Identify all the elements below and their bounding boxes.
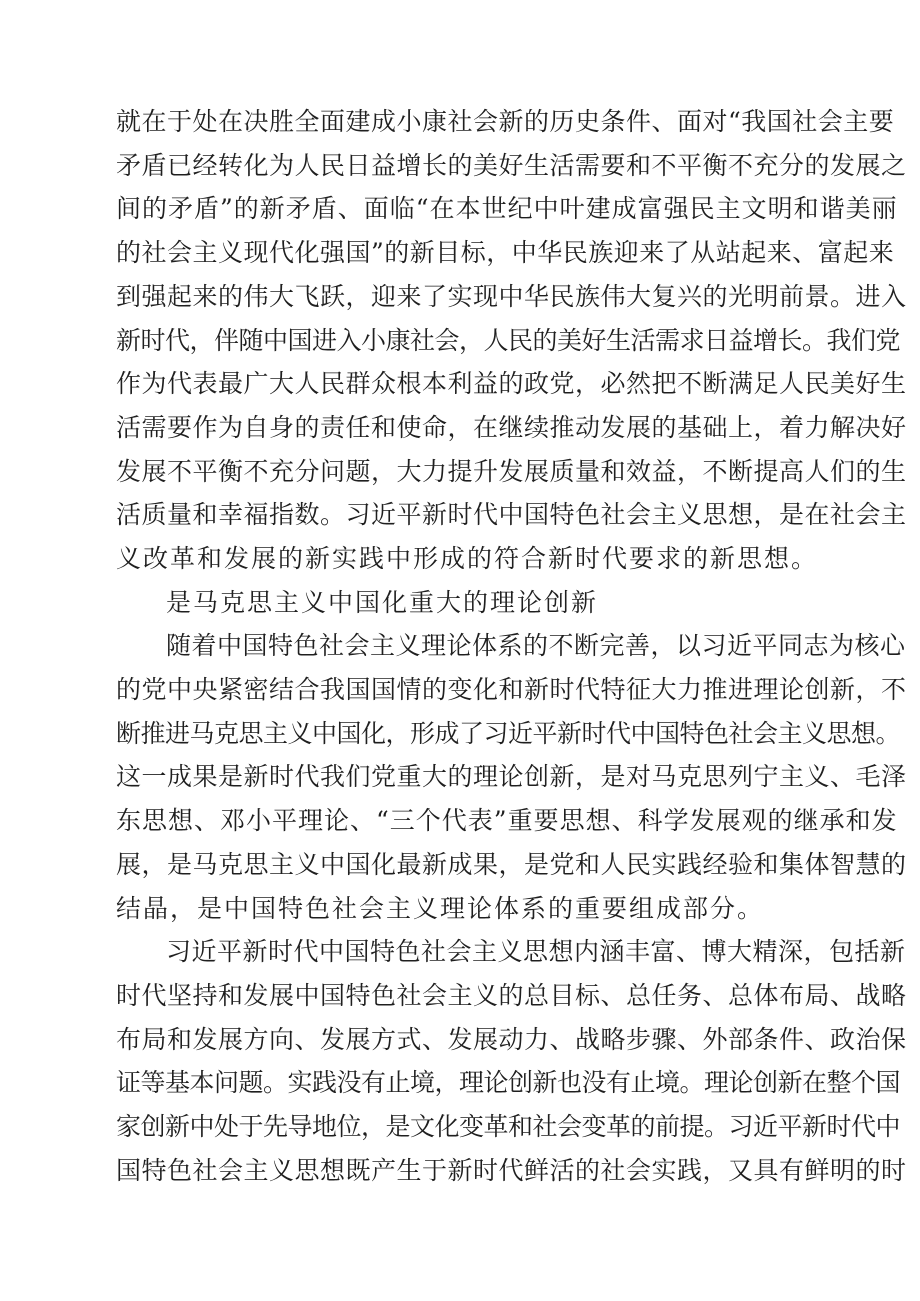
text-line: 结晶，是中国特色社会主义理论体系的重要组成部分。: [116, 894, 765, 923]
text-line: 家创新中处于先导地位，是文化变革和社会变革的前提。习近平新时代中: [116, 1112, 901, 1141]
text-line: 作为代表最广大人民群众根本利益的政党，必然把不断满足人民美好生: [116, 369, 907, 398]
text-line: 布局和发展方向、发展方式、发展动力、战略步骤、外部条件、政治保: [116, 1025, 907, 1054]
text-line: 义改革和发展的新实践中形成的符合新时代要求的新思想。: [116, 544, 819, 573]
text-line: 活质量和幸福指数。习近平新时代中国特色社会主义思想，是在社会主: [116, 500, 907, 529]
section-heading: 是马克思主义中国化重大的理论创新: [166, 588, 599, 617]
text-line: 的党中央紧密结合我国国情的变化和新时代特征大力推进理论创新，不: [116, 675, 907, 704]
text-line: 间的矛盾”的新矛盾、面临“在本世纪中叶建成富强民主文明和谐美丽: [116, 194, 898, 223]
text-line: 这一成果是新时代我们党重大的理论创新，是对马克思列宁主义、毛泽: [116, 762, 907, 791]
text-line: 到强起来的伟大飞跃，迎来了实现中华民族伟大复兴的光明前景。进入: [116, 282, 907, 311]
text-line: 就在于处在决胜全面建成小康社会新的历史条件、面对“我国社会主要: [116, 107, 895, 136]
text-line: 发展不平衡不充分问题，大力提升发展质量和效益，不断提高人们的生: [116, 457, 907, 486]
text-line: 的社会主义现代化强国”的新目标，中华民族迎来了从站起来、富起来: [116, 238, 895, 267]
text-line: 习近平新时代中国特色社会主义思想内涵丰富、博大精深，包括新: [166, 937, 906, 966]
text-line: 东思想、邓小平理论、“三个代表”重要思想、科学发展观的继承和发: [116, 806, 898, 835]
text-line: 国特色社会主义思想既产生于新时代鲜活的社会实践，又具有鲜明的时: [116, 1156, 907, 1185]
text-line: 展，是马克思主义中国化最新成果，是党和人民实践经验和集体智慧的: [116, 850, 907, 879]
text-line: 矛盾已经转化为人民日益增长的美好生活需要和不平衡不充分的发展之: [116, 151, 907, 180]
text-line: 断推进马克思主义中国化，形成了习近平新时代中国特色社会主义思想。: [116, 719, 901, 748]
text-line: 随着中国特色社会主义理论体系的不断完善，以习近平同志为核心: [166, 631, 906, 660]
text-line: 时代坚持和发展中国特色社会主义的总目标、总任务、总体布局、战略: [116, 981, 907, 1010]
text-line: 新时代，伴随中国进入小康社会，人民的美好生活需求日益增长。我们党: [116, 326, 901, 355]
text-line: 活需要作为自身的责任和使命，在继续推动发展的基础上，着力解决好: [116, 413, 907, 442]
text-line: 证等基本问题。实践没有止境，理论创新也没有止境。理论创新在整个国: [116, 1068, 901, 1097]
